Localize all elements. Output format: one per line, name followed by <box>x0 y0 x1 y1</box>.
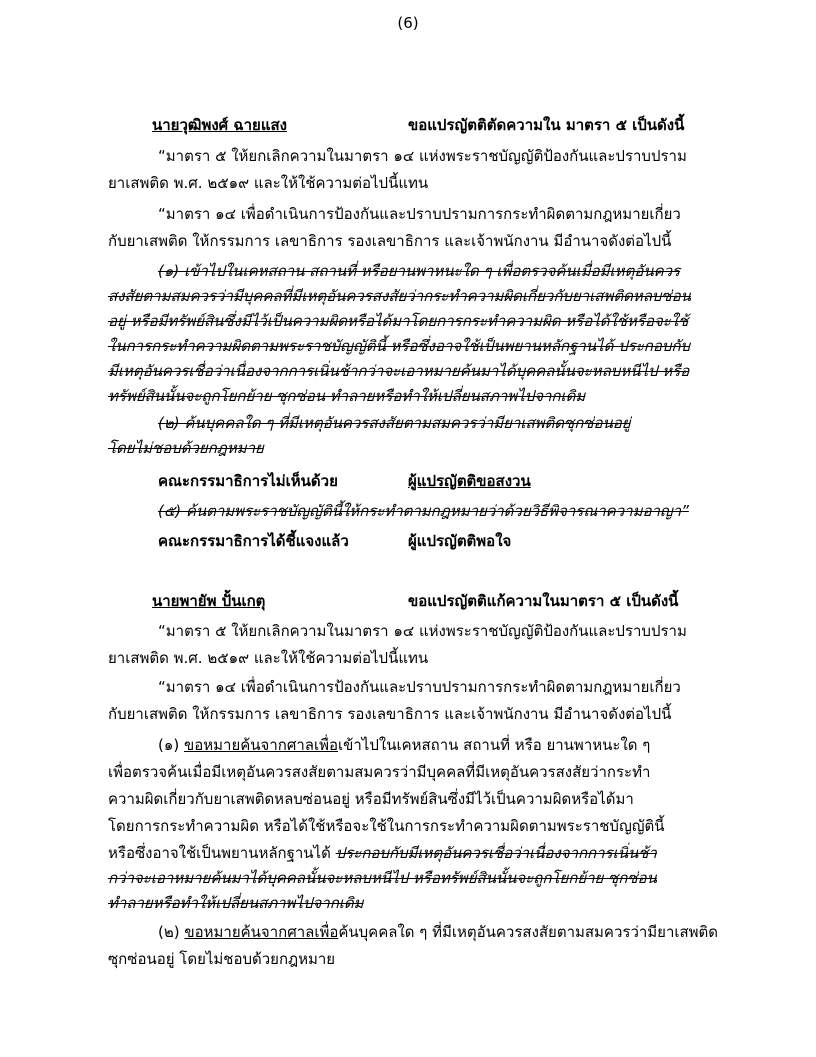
struck-text: ในการกระทำความผิดตามพระราชบัญญัตินี้ หรือซึ่งอาจใช้เป็นพยานหลักฐานได้ ประกอบกับ <box>108 337 690 355</box>
paragraph-text: “มาตรา ๕ ให้ยกเลิกความในมาตรา ๑๔ แห่งพระราชบัญญัติป้องกันและปราบปราม <box>158 622 687 640</box>
paragraph-text: ซุกซ่อนอยู่ โดยไม่ชอบด้วยกฎหมาย <box>108 950 336 968</box>
paragraph-text: “มาตรา ๑๔ เพื่อดำเนินการป้องกันและปราบปรามการกระทำผิดตามกฎหมายเกี่ยว <box>158 205 681 223</box>
item-text: ค้นบุคคลใด ๆ ที่มีเหตุอันควรสงสัยตามสมควรว่ามียาเสพติด <box>338 923 719 941</box>
paragraph-text: “มาตรา ๕ ให้ยกเลิกความในมาตรา ๑๔ แห่งพระราชบัญญัติป้องกันและปราบปราม <box>158 147 687 165</box>
struck-text: (๒) ค้นบุคคลใด ๆ ที่มีเหตุอันควรสงสัยตามสมควรว่ามียาเสพติดซุกซ่อนอยู่ <box>158 414 631 432</box>
struck-text: ทรัพย์สินนั้นจะถูกโยกย้าย ซุกซ่อน ทำลายหรือทำให้เปลี่ยนสภาพไปจากเดิม <box>108 387 586 405</box>
paragraph-text: เพื่อตรวจค้นเมื่อมีเหตุอันควรสงสัยตามสมควรว่ามีบุคคลที่มีเหตุอันควรสงสัยว่ากระทำ <box>108 763 651 781</box>
mover-response: ผู้แปรญัตติพอใจ <box>408 532 512 550</box>
underlined-insert: ขอหมายค้นจากศาลเพื่อ <box>184 736 338 754</box>
item-2-line <box>158 921 718 943</box>
item-number: (๒) <box>158 923 185 941</box>
paragraph-text: “มาตรา ๑๔ เพื่อดำเนินการป้องกันและปราบปรามการกระทำผิดตามกฎหมายเกี่ยว <box>158 678 681 696</box>
mover-response: ผู้แปรญัตติขอสงวน <box>408 472 531 490</box>
struck-text: ประกอบกับมีเหตุอันควรเชื่อว่าเนื่องจากการเนิ่นช้า <box>335 844 657 862</box>
committee-response: คณะกรรมาธิการได้ชี้แจงแล้ว <box>158 532 349 550</box>
paragraph-text: ความผิดเกี่ยวกับยาเสพติดหลบซ่อนอยู่ หรือมีทรัพย์สินซึ่งมีไว้เป็นความผิดหรือได้มา <box>108 790 634 808</box>
paragraph-text: ยาเสพติด พ.ศ. ๒๕๑๙ และให้ใช้ความต่อไปนี้แทน <box>108 649 429 667</box>
struck-text: กว่าจะเอาหมายค้นมาได้บุคคลนั้นจะหลบหนีไป หรือทรัพย์สินนั้นจะถูกโยกย้าย ซุกซ่อน <box>108 869 657 887</box>
page-number: (6) <box>397 14 419 32</box>
paragraph-text: กับยาเสพติด ให้กรรมการ เลขาธิการ รองเลขาธิการ และเจ้าพนักงาน มีอำนาจดังต่อไปนี้ <box>108 232 672 250</box>
struck-text: (๕) ค้นตามพระราชบัญญัตินี้ให้กระทำตามกฎหมายว่าด้วยวิธีพิจารณาความอาญา” <box>158 502 689 520</box>
mixed-line <box>108 842 657 864</box>
struck-text: อยู่ หรือมีทรัพย์สินซึ่งมีไว้เป็นความผิดหรือได้มาโดยการกระทำความผิด หรือได้ใช้หรือจะใช้ <box>108 312 689 330</box>
struck-text: สงสัยตามสมควรว่ามีบุคคลที่มีเหตุอันควรสงสัยว่ากระทำความผิดเกี่ยวกับยาเสพติดหลบซ่อน <box>108 287 691 305</box>
paragraph-text: กับยาเสพติด ให้กรรมการ เลขาธิการ รองเลขาธิการ และเจ้าพนักงาน มีอำนาจดังต่อไปนี้ <box>108 705 672 723</box>
struck-text: โดยไม่ชอบด้วยกฎหมาย <box>108 439 264 457</box>
mp-name-1: นายวุฒิพงศ์ ฉายแสง <box>152 116 287 134</box>
underlined-insert: ขอหมายค้นจากศาลเพื่อ <box>184 923 339 941</box>
committee-response: คณะกรรมาธิการไม่เห็นด้วย <box>158 472 338 490</box>
item-1-line <box>158 734 650 756</box>
item-number: (๑) <box>158 736 184 754</box>
paragraph-text: โดยการกระทำความผิด หรือได้ใช้หรือจะใช้ในการกระทำความผิดตามพระราชบัญญัตินี้ <box>108 817 665 835</box>
amendment-heading-2: ขอแปรญัตติแก้ความในมาตรา ๕ เป็นดังนี้ <box>408 592 679 610</box>
struck-text: ทำลายหรือทำให้เปลี่ยนสภาพไปจากเดิม <box>108 894 364 912</box>
paragraph-text: หรือซึ่งอาจใช้เป็นพยานหลักฐานได้ <box>108 844 336 862</box>
struck-text: มีเหตุอันควรเชื่อว่าเนื่องจากการเนิ่นช้ากว่าจะเอาหมายค้นมาได้บุคคลนั้นจะหลบหนีไป หรือ <box>108 362 690 380</box>
paragraph-text: ยาเสพติด พ.ศ. ๒๕๑๙ และให้ใช้ความต่อไปนี้แทน <box>108 174 429 192</box>
mp-name-2: นายพายัพ ปั้นเกตุ <box>152 592 266 610</box>
amendment-heading-1: ขอแปรญัตติตัดความใน มาตรา ๕ เป็นดังนี้ <box>408 116 685 134</box>
item-text: เข้าไปในเคหสถาน สถานที่ หรือ ยานพาหนะใด ๆ <box>338 736 651 754</box>
struck-text: (๑) เข้าไปในเคหสถาน สถานที่ หรือยานพาหนะใด ๆ เพื่อตรวจค้นเมื่อมีเหตุอันควร <box>158 262 681 280</box>
